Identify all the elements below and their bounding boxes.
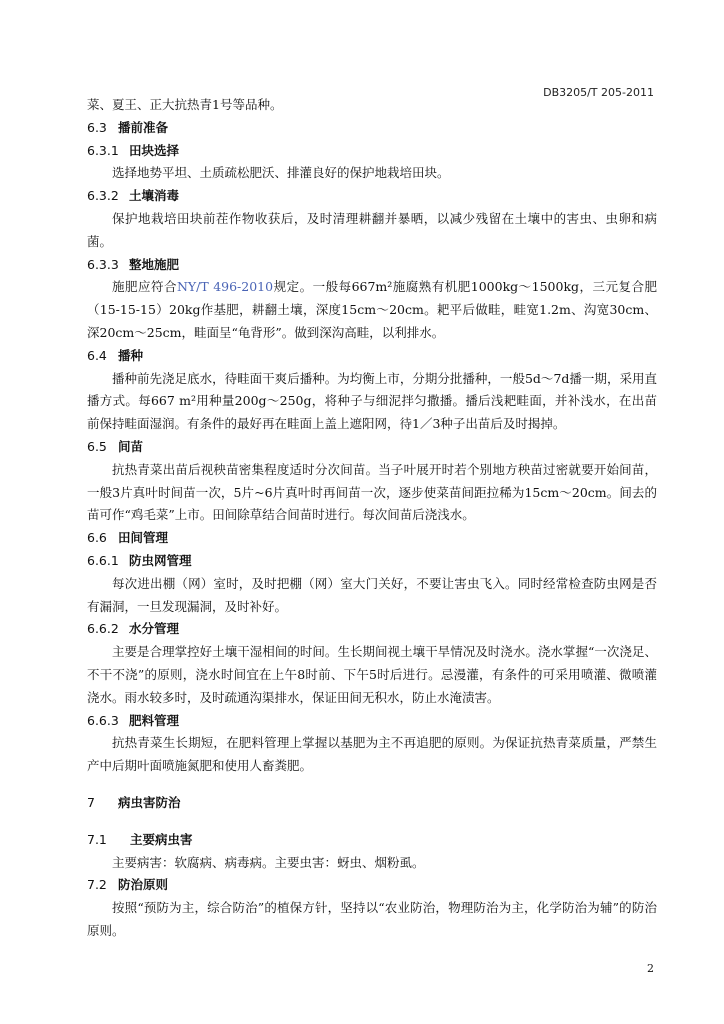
heading-6-3-1 xyxy=(87,140,657,163)
paragraph-6-3-2: 保护地栽培田块前茬作物收获后，及时清理耕翻并暴晒，以减少残留在土壤中的害虫、虫卵和病菌。 xyxy=(87,210,657,249)
paragraph-6-4: 播种前先浇足底水，待畦面干爽后播种。为均衡上市，分期分批播种，一般5d～7d播一期，采用直播方式。每667 m²用种量200g～250g，将种子与细泥拌匀撒播。播后浅耙畦面，并补浅水，在出苗前保持畦面湿润。有条件的最好再在畦面上盖上遮阳网，待1／3种子出苗后及时揭掉。 xyxy=(87,370,657,432)
heading-6-5 xyxy=(87,436,657,459)
heading-7-1 xyxy=(87,829,657,852)
paragraph-6-3-3 xyxy=(87,276,657,344)
heading-title: 水分管理 xyxy=(129,621,180,637)
paragraph-7-2: 按照“预防为主，综合防治”的植保方针，坚持以“农业防治，物理防治为主，化学防治为辅”的防治原则。 xyxy=(87,900,657,938)
heading-6-6-2 xyxy=(87,618,657,641)
heading-number: 6.5 xyxy=(87,438,107,454)
heading-title: 土壤消毒 xyxy=(129,188,180,204)
paragraph-7-1: 主要病害：软腐病、病毒病。主要虫害：蚜虫、烟粉虱。 xyxy=(112,854,425,870)
document-body xyxy=(87,94,657,943)
section-gap xyxy=(87,815,657,829)
heading-6-3 xyxy=(87,117,657,140)
paragraph-6-3-1: 选择地势平坦、土质疏松肥沃、排灌良好的保护地栽培田块。 xyxy=(112,165,450,181)
paragraph-6-6-2: 主要是合理掌控好土壤干湿相间的时间。生长期间视土壤干旱情况及时浇水。浇水掌握“一次浇足、不干不浇”的原则，浇水时间宜在上午8时前、下午5时后进行。忌漫灌，有条件的可采用喷灌、微喷灌浇水。雨水较多时，及时疏通沟渠排水，保证田间无积水，防止水淹渍害。 xyxy=(87,644,657,705)
paragraph-intro: 菜、夏王、正大抗热青1号等品种。 xyxy=(87,97,283,112)
heading-title: 病虫害防治 xyxy=(118,794,181,810)
heading-title: 间苗 xyxy=(118,438,144,454)
heading-title: 防虫网管理 xyxy=(129,552,192,568)
paragraph-6-6-1: 每次进出棚（网）室时，及时把棚（网）室大门关好，不要让害虫飞入。同时经常检查防虫网是否有漏洞，一旦发现漏洞，及时补好。 xyxy=(87,575,657,614)
paragraph-text: 施肥应符合 xyxy=(112,279,177,295)
doc-code: DB3205/T 205-2011 xyxy=(543,86,654,99)
heading-number: 6.6 xyxy=(87,530,107,546)
heading-6-6-3 xyxy=(87,710,657,733)
heading-6-4 xyxy=(87,345,657,368)
heading-number: 7 xyxy=(87,794,95,810)
heading-title: 主要病虫害 xyxy=(130,831,193,847)
standard-link[interactable]: NY/T 496-2010 xyxy=(176,279,274,295)
heading-number: 6.3 xyxy=(87,119,107,135)
heading-number: 7.1 xyxy=(87,831,107,847)
heading-7-2 xyxy=(87,874,657,897)
heading-number: 6.3.2 xyxy=(87,188,119,204)
heading-number: 6.3.3 xyxy=(87,256,119,272)
heading-title: 播前准备 xyxy=(118,119,169,135)
page-number: 2 xyxy=(647,962,654,975)
heading-6-6 xyxy=(87,527,657,550)
paragraph-6-5: 抗热青菜出苗后视秧苗密集程度适时分次间苗。当子叶展开时若个别地方秧苗过密就要开始间苗，一般3片真叶时间苗一次，5片~6片真叶时再间苗一次，逐步使菜苗间距拉稀为15cm～20cm。间去的苗可作“鸡毛菜”上市。田间除草结合间苗时进行。每次间苗后浇浅水。 xyxy=(87,461,657,523)
heading-title: 肥料管理 xyxy=(129,712,180,728)
heading-6-6-1 xyxy=(87,550,657,573)
paragraph-6-6-3: 抗热青菜生长期短，在肥料管理上掌握以基肥为主不再追肥的原则。为保证抗热青菜质量，严禁生产中后期叶面喷施氮肥和使用人畜粪肥。 xyxy=(87,735,657,774)
heading-6-3-2 xyxy=(87,185,657,208)
heading-number: 7.2 xyxy=(87,877,107,893)
heading-title: 防治原则 xyxy=(118,877,169,893)
heading-7 xyxy=(87,792,657,815)
paragraph-text: 规定。一般每667m²施腐熟有机肥1000kg～1500kg，三元复合肥（15-15-15）20kg作基肥，耕翻土壤，深度15cm～20cm。耙平后做畦，畦宽1.2m、沟宽30cm、深20cm～25cm，畦面呈“龟背形”。做到深沟高畦，以利排水。 xyxy=(87,279,657,340)
heading-title: 播种 xyxy=(118,347,144,363)
heading-title: 田块选择 xyxy=(129,142,180,158)
heading-number: 6.3.1 xyxy=(87,142,119,158)
heading-number: 6.6.3 xyxy=(87,712,119,728)
heading-title: 田间管理 xyxy=(118,530,169,546)
section-gap xyxy=(87,778,657,792)
heading-number: 6.6.1 xyxy=(87,552,119,568)
heading-number: 6.6.2 xyxy=(87,621,119,637)
heading-6-3-3 xyxy=(87,254,657,277)
heading-title: 整地施肥 xyxy=(129,256,180,272)
heading-number: 6.4 xyxy=(87,347,107,363)
